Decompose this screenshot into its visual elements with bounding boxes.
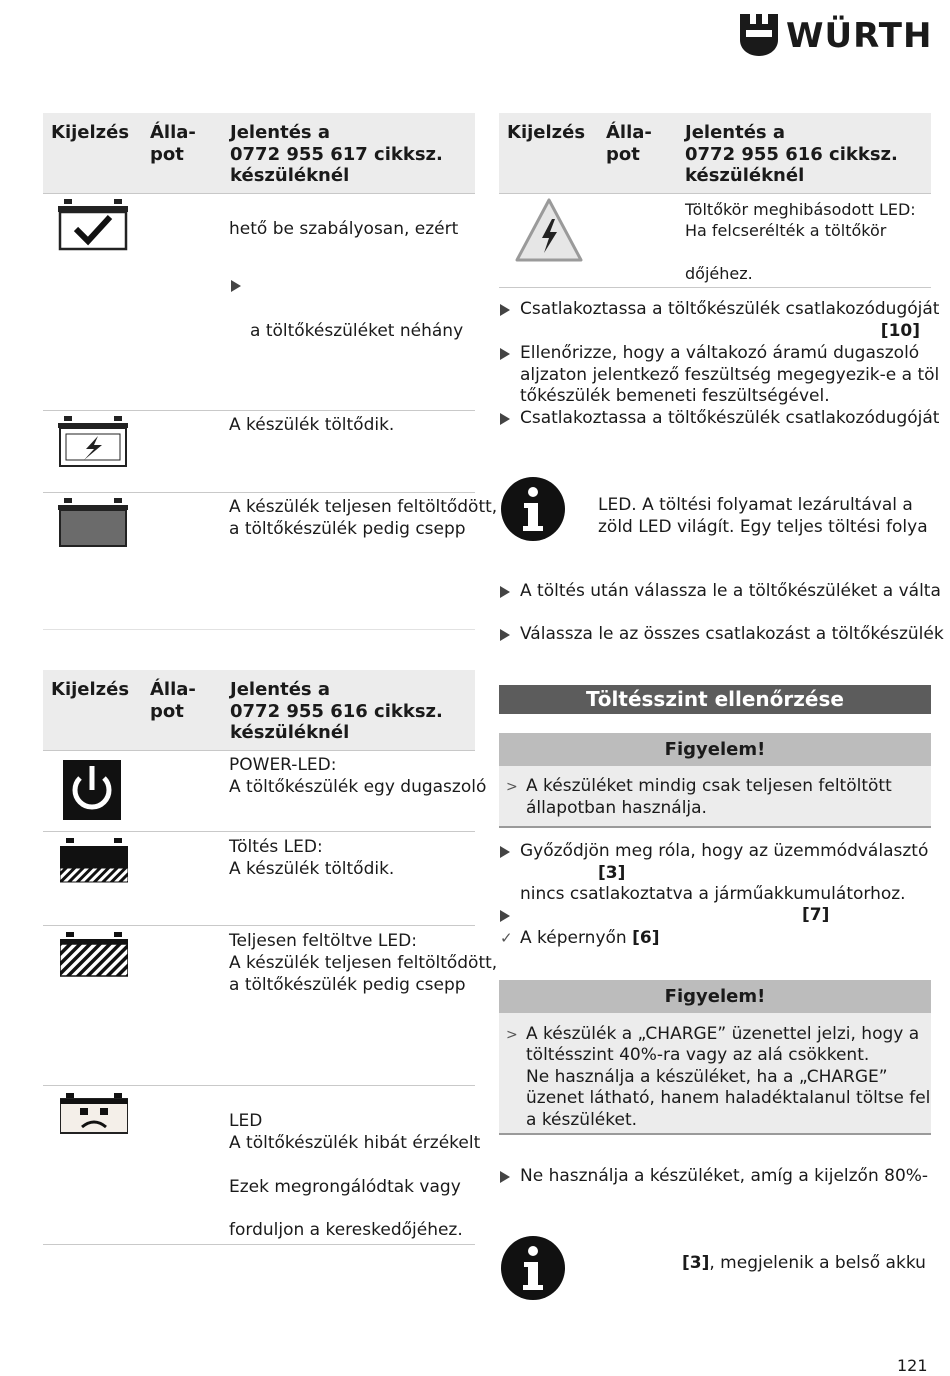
row-text: hető be szabályosan, ezért <box>229 219 459 239</box>
row-text: A készülék teljesen feltöltődött, <box>229 497 498 517</box>
battery-full-led-icon <box>60 932 128 978</box>
step-text: Csatlakoztassa a töltőkészülék csatlakozódugóját <box>520 299 940 319</box>
step-text: tőkészülék bemeneti feszültségével. <box>520 386 830 406</box>
result-text: A képernyőn <box>520 928 627 948</box>
instruction-step <box>500 1166 930 1188</box>
row-text: LED <box>229 1111 263 1131</box>
wurth-logo <box>740 14 935 56</box>
warning-text: A készüléket mindig csak teljesen feltöltött <box>526 776 892 796</box>
column-header-meaning: Jelentés a 0772 955 617 cikksz. készüléknél <box>230 122 443 186</box>
info-text-rest: , megjelenik a belső akku <box>709 1253 926 1273</box>
column-header-display: Kijelzés <box>507 122 586 143</box>
step-arrow-icon <box>231 280 241 292</box>
table-header <box>43 670 475 751</box>
step-text: Ne használja a készüléket, amíg a kijelzőn 80%- <box>520 1166 929 1186</box>
row-text: A töltőkészülék egy dugaszoló <box>229 777 487 797</box>
battery-full-icon <box>58 498 128 548</box>
step-arrow-icon <box>500 413 510 425</box>
step-reference: [3] <box>598 863 626 883</box>
row-text: A készülék teljesen feltöltődött, <box>229 953 498 973</box>
column-header-meaning: Jelentés a 0772 955 616 cikksz. készüléknél <box>230 679 443 743</box>
result-reference: [6] <box>632 928 660 948</box>
row-divider <box>43 1085 475 1086</box>
step-arrow-icon <box>500 910 510 922</box>
warning-title: Figyelem! <box>499 980 931 1013</box>
info-icon <box>500 476 566 542</box>
wurth-logo-mark-icon <box>740 14 778 56</box>
info-reference: [3] <box>682 1253 710 1273</box>
step-text: Csatlakoztassa a töltőkészülék csatlakozódugóját <box>520 408 940 428</box>
row-text: Ezek megrongálódtak vagy <box>229 1177 461 1197</box>
battery-charge-led-icon <box>60 838 128 884</box>
step-arrow-icon <box>500 846 510 858</box>
step-text: Ellenőrizze, hogy a váltakozó áramú dugaszoló <box>520 343 920 363</box>
step-text: A töltés után válassza le a töltőkészüléket a válta <box>520 581 941 601</box>
warning-text: töltésszint 40%-ra vagy az alá csökkent. <box>526 1045 870 1065</box>
step-text: aljzaton jelentkező feszültség megegyezik-e a töl <box>520 365 940 385</box>
column-header-state: Álla- pot <box>150 679 196 722</box>
chevron-right-icon: > <box>506 779 518 795</box>
row-divider <box>43 831 475 832</box>
warning-text: üzenet látható, hanem haladéktalanul töltse fel <box>526 1088 931 1108</box>
row-text: Töltés LED: <box>229 837 323 857</box>
instruction-step <box>500 624 944 646</box>
page-number: 121 <box>897 1356 928 1375</box>
warning-text: A készülék a „CHARGE” üzenettel jelzi, hogy a <box>526 1024 920 1044</box>
info-icon <box>500 1235 566 1301</box>
battery-charging-icon <box>58 416 128 468</box>
checkmark-icon: ✓ <box>500 929 513 947</box>
chevron-right-icon: > <box>506 1027 518 1043</box>
row-text: a töltőkészülék pedig csepp <box>229 519 466 539</box>
column-header-meaning: Jelentés a 0772 955 616 cikksz. készüléknél <box>685 122 898 186</box>
row-text: Ha felcserélték a töltőkör <box>685 221 887 240</box>
warning-title: Figyelem! <box>499 733 931 766</box>
section-title: Töltésszint ellenőrzése <box>499 685 931 714</box>
instruction-step <box>500 905 930 927</box>
step-reference: [7] <box>802 905 830 925</box>
row-divider <box>43 629 475 630</box>
row-divider <box>499 287 931 288</box>
warning-text: Ne használja a készüléket, ha a „CHARGE” <box>526 1067 888 1087</box>
step-arrow-icon <box>500 304 510 316</box>
instruction-step <box>500 408 940 430</box>
instruction-step <box>500 841 930 907</box>
row-text: A töltőkészülék hibát érzékelt <box>229 1133 481 1153</box>
step-text: nincs csatlakoztatva a járműakkumulátorhoz. <box>520 884 906 904</box>
instruction-step <box>500 581 941 603</box>
row-text: Töltőkör meghibásodott LED: <box>685 200 916 219</box>
step-arrow-icon <box>500 1171 510 1183</box>
row-text: POWER-LED: <box>229 755 337 775</box>
warning-text: állapotban használja. <box>526 798 707 818</box>
row-divider <box>43 1244 475 1245</box>
column-header-state: Álla- pot <box>150 122 196 165</box>
instruction-step <box>500 299 940 343</box>
step-text: Válassza le az összes csatlakozást a töltőkészülék <box>520 624 944 644</box>
warning-text: a készüléket. <box>526 1110 638 1130</box>
row-text: A készülék töltődik. <box>229 859 395 879</box>
column-header-display: Kijelzés <box>51 679 130 700</box>
warning-box <box>499 766 931 828</box>
info-text: LED. A töltési folyamat lezárultával a <box>598 495 913 515</box>
battery-check-icon <box>58 199 128 251</box>
row-divider <box>43 410 475 411</box>
column-header-display: Kijelzés <box>51 122 130 143</box>
step-text: Győződjön meg róla, hogy az üzemmódválasztó <box>520 841 929 861</box>
row-text: forduljon a kereskedőjéhez. <box>229 1220 463 1240</box>
table-header <box>499 113 931 194</box>
info-text: zöld LED világít. Egy teljes töltési folya <box>598 517 928 537</box>
power-icon <box>63 760 121 820</box>
step-arrow-icon <box>500 586 510 598</box>
high-voltage-warning-icon <box>514 197 584 263</box>
step-arrow-icon <box>500 348 510 360</box>
row-text: a töltőkészülék pedig csepp <box>229 975 466 995</box>
row-divider <box>43 925 475 926</box>
row-text: Teljesen feltöltve LED: <box>229 931 417 951</box>
step-reference: [10] <box>880 321 920 341</box>
row-divider <box>43 492 475 493</box>
info-text <box>682 1253 926 1275</box>
battery-error-icon <box>60 1093 128 1135</box>
row-text: dőjéhez. <box>685 264 753 283</box>
wurth-logo-text: WÜRTH <box>786 16 933 56</box>
instruction-step <box>500 343 940 409</box>
table-header <box>43 113 475 194</box>
row-text: A készülék töltődik. <box>229 415 395 435</box>
warning-box <box>499 1013 931 1135</box>
step-arrow-icon <box>500 629 510 641</box>
column-header-state: Álla- pot <box>606 122 652 165</box>
row-text: a töltőkészüléket néhány <box>250 321 464 341</box>
result-step <box>500 928 930 950</box>
